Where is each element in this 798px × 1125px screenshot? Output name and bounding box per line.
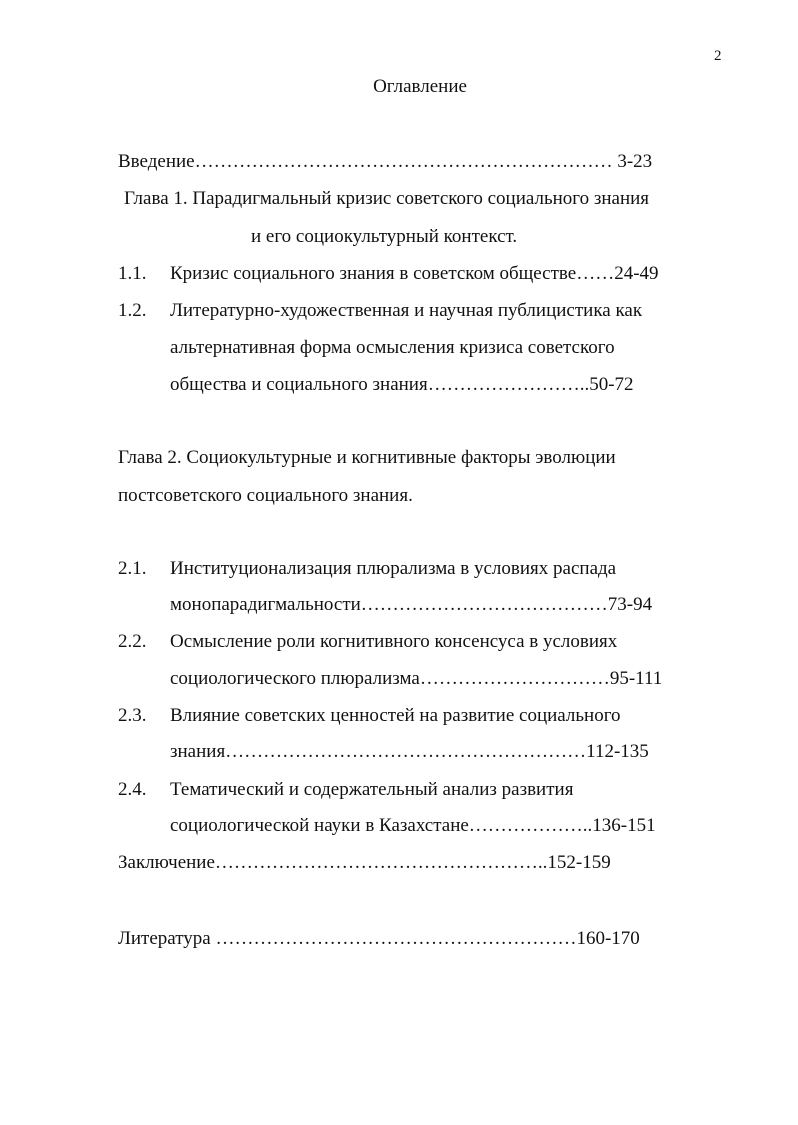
toc-entry-conclusion[interactable]: Заключение……………………………………………..152-159: [118, 852, 611, 873]
toc-section-number: 2.4.: [118, 779, 147, 800]
page-number: 2: [714, 48, 722, 64]
toc-entry-1-2[interactable]: Литературно-художественная и научная публицистика как: [170, 300, 643, 321]
toc-entry-intro[interactable]: Введение………………………………………………………… 3-23: [118, 151, 653, 172]
toc-entry-literature[interactable]: Литература …………………………………………………160-170: [118, 928, 640, 949]
toc-chapter2-title[interactable]: Глава 2. Социокультурные и когнитивные факторы эволюции: [118, 447, 616, 468]
toc-entry-1-2-cont: общества и социального знания……………………..50-72: [170, 374, 634, 395]
toc-entry-2-2-cont: социологического плюрализма…………………………95-111: [170, 668, 663, 689]
toc-entry-2-1[interactable]: Институционализация плюрализма в условиях распада: [170, 558, 617, 579]
toc-section-number: 2.1.: [118, 558, 147, 579]
page-title: Оглавление: [373, 76, 467, 97]
toc-section-number: 2.3.: [118, 705, 147, 726]
toc-chapter2-subtitle: постсоветского социального знания.: [118, 485, 413, 506]
toc-entry-1-2-cont: альтернативная форма осмысления кризиса советского: [170, 337, 615, 358]
toc-entry-2-3-cont: знания…………………………………………………112-135: [170, 741, 649, 762]
toc-section-number: 1.2.: [118, 300, 147, 321]
toc-chapter1-subtitle: и его социокультурный контекст.: [251, 226, 518, 247]
toc-entry-2-4-cont: социологической науки в Казахстане………………..136-151: [170, 815, 656, 836]
toc-section-number: 1.1.: [118, 263, 147, 284]
toc-chapter1-title[interactable]: Глава 1. Парадигмальный кризис советского социального знания: [124, 188, 650, 209]
toc-entry-1-1[interactable]: Кризис социального знания в советском обществе……24-49: [170, 263, 659, 284]
toc-entry-2-3[interactable]: Влияние советских ценностей на развитие социального: [170, 705, 621, 726]
toc-entry-2-1-cont: монопарадигмальности…………………………………73-94: [170, 594, 653, 615]
toc-entry-2-4[interactable]: Тематический и содержательный анализ развития: [170, 779, 574, 800]
toc-section-number: 2.2.: [118, 631, 147, 652]
toc-entry-2-2[interactable]: Осмысление роли когнитивного консенсуса в условиях: [170, 631, 618, 652]
